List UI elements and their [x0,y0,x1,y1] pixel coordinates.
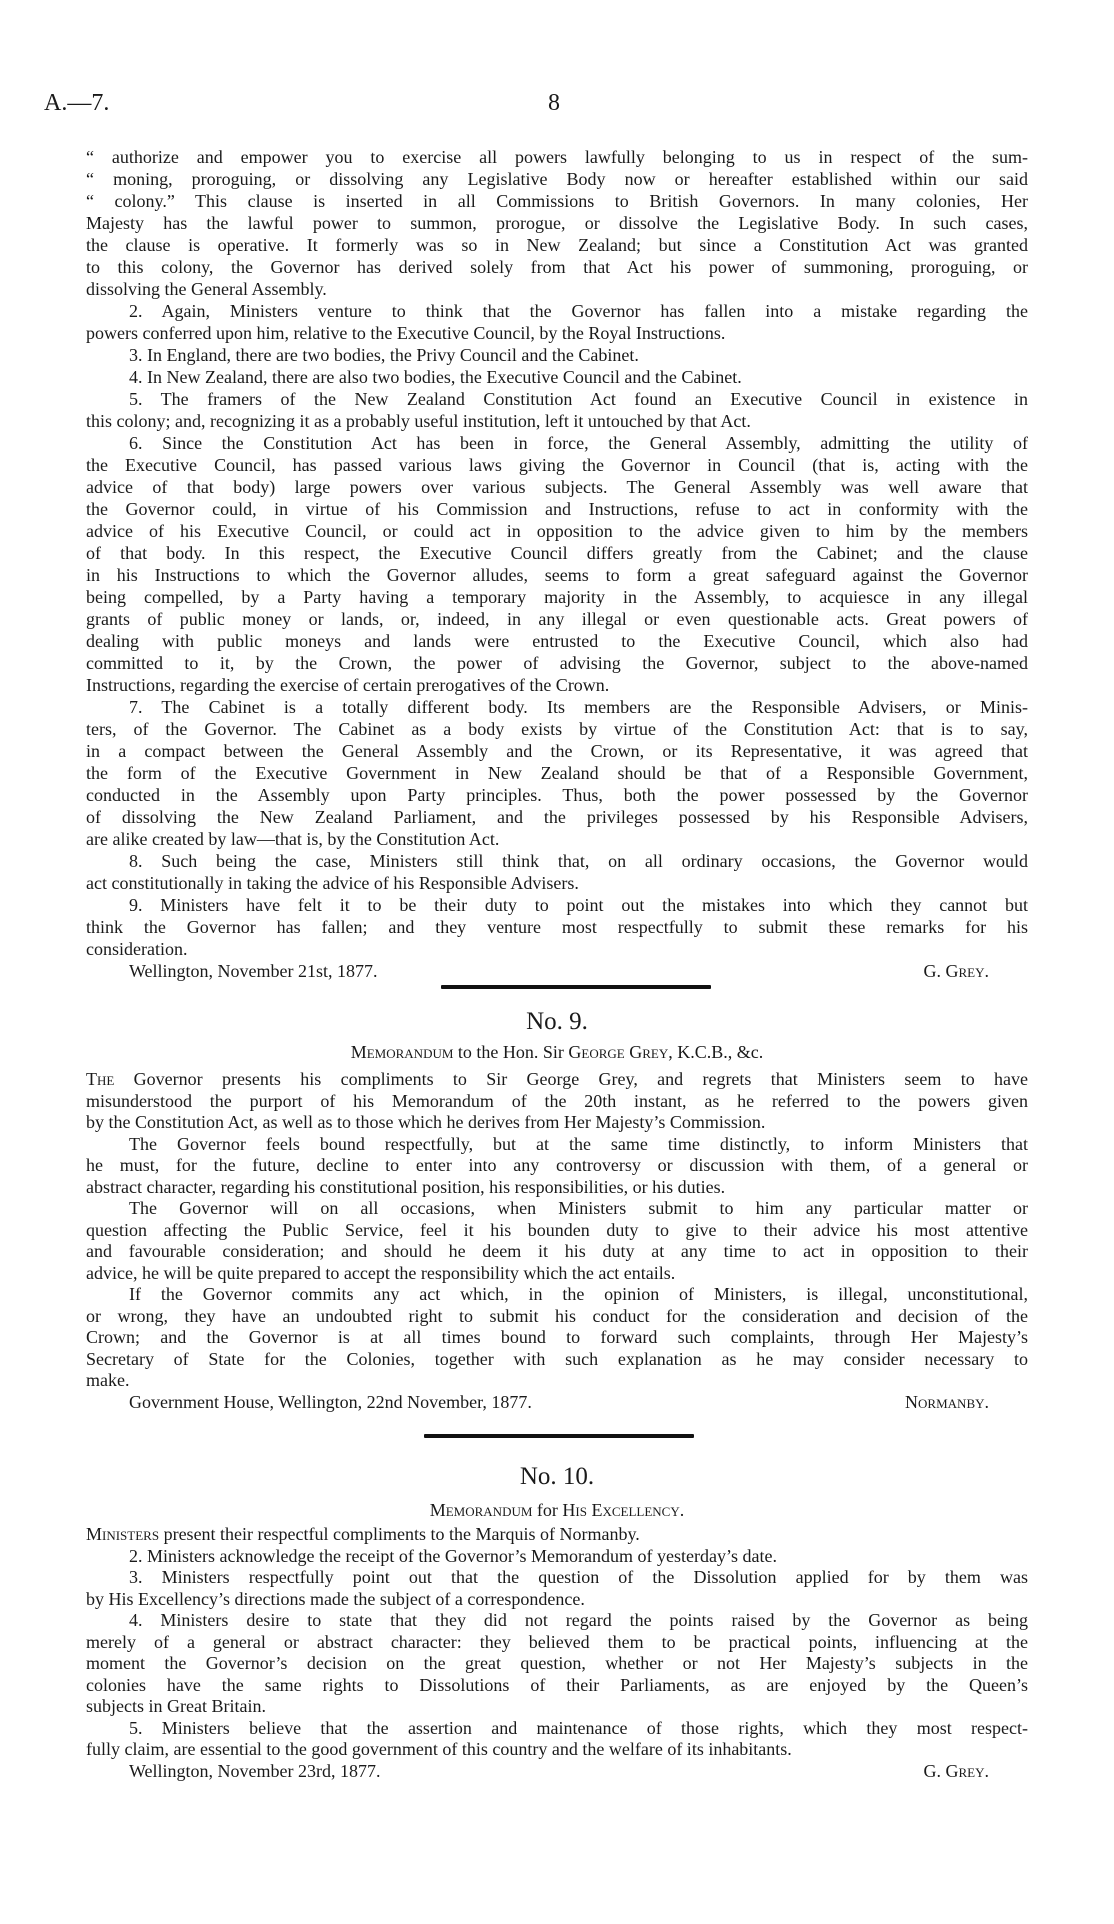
paragraph [86,366,1028,388]
heading-part: Memorandum [350,1042,454,1062]
memorandum-no-9 [86,1069,1028,1413]
section-divider [441,985,711,989]
text-line: 4. In New Zealand, there are also two bodies, the Executive Council and the Cabinet. [129,367,742,387]
memorandum-heading-9 [0,1041,1114,1063]
paragraph [86,1524,1028,1546]
paragraph [86,1069,1028,1134]
text-line: fully claim, are essential to the good government of this country and the welfare of its inhabitants. [86,1739,792,1759]
text-line: the Governor could, in virtue of his Commission and Instructions, refuse to act in conformity with the [86,499,1028,519]
text-line: misunderstood the purport of his Memorandum of the 20th instant, as he referred to the powers given [86,1090,1028,1111]
paragraph [86,1567,1028,1610]
text-line: 6. Since the Constitution Act has been in force, the General Assembly, admitting the utility of [129,433,1028,453]
place-and-date: Wellington, November 23rd, 1877. [129,1760,381,1781]
signatory: G. Grey. [923,961,989,981]
place-and-date: Wellington, November 21st, 1877. [129,961,378,981]
text-line: Secretary of State for the Colonies, together with such explanation as he may consider necessary to [86,1348,1028,1369]
text-line: advice of his Executive Council, or could act in opposition to the advice given to him by the members [86,521,1028,541]
paragraph [86,300,1028,344]
text-line: If the Governor commits any act which, in the opinion of Ministers, is illegal, unconstitutional, [129,1284,1028,1304]
text-line: think the Governor has fallen; and they venture most respectfully to submit these remarks for his [86,917,1028,937]
text-line: 7. The Cabinet is a totally different body. Its members are the Responsible Advisers, or Minis- [129,697,1028,717]
paragraph [86,696,1028,850]
text-line: to this colony, the Governor has derived solely from that Act his power of summoning, proroguing, or [86,257,1028,277]
text-line: make. [86,1370,130,1390]
signatory: Normanby. [905,1391,989,1412]
text-line: are alike created by law—that is, by the Constitution Act. [86,829,500,849]
text-line: 9. Ministers have felt it to be their duty to point out the mistakes into which they cannot but [129,895,1028,915]
heading-part: to the Hon. Sir [453,1042,569,1062]
section-divider [424,1434,694,1438]
text-line: The Governor feels bound respectfully, but at the same time distinctly, to inform Ministers that [129,1133,1028,1154]
paragraph [86,1718,1028,1761]
text-line: grants of public money or lands, or, indeed, in any illegal or even questionable acts. Great powers of [86,609,1028,629]
text-line: the form of the Executive Government in New Zealand should be that of a Responsible Government, [86,763,1028,783]
memorandum-no-10 [86,1524,1028,1782]
text-line: this colony; and, recognizing it as a probably useful institution, left it untouched by that Act. [86,411,751,431]
text-line: 4. Ministers desire to state that they did not regard the points raised by the Governor as being [129,1610,1028,1630]
text-line: dissolving the General Assembly. [86,279,327,299]
text-line: he must, for the future, decline to enter into any controversy or discussion with them, of a general or [86,1155,1028,1175]
text-line: of that body. In this respect, the Executive Council differs greatly from the Cabinet; and the clause [86,543,1028,563]
signatory: G. Grey. [923,1760,989,1781]
line-text: Governor presents his compliments to Sir George Grey, and regrets that Ministers seem to have [114,1069,1028,1089]
document-reference: A.—7. [44,90,110,116]
text-line: 3. Ministers respectfully point out that the question of the Dissolution applied for by them was [129,1567,1028,1587]
text-line: being compelled, by a Party having a temporary majority in the Assembly, to acquiesce in any illegal [86,587,1028,607]
paragraph [86,1134,1028,1199]
page-number: 8 [548,90,560,116]
document-number-9: No. 9. [526,1008,588,1035]
paragraph [86,1198,1028,1284]
paragraph [86,432,1028,696]
text-line: dealing with public moneys and lands were entrusted to the Executive Council, which also had [86,631,1028,651]
text-line: subjects in Great Britain. [86,1696,266,1716]
text-line: by the Constitution Act, as well as to those which he derives from Her Majesty’s Commission. [86,1112,766,1132]
signature-line [86,960,1028,982]
text-line: The Governor will on all occasions, when Ministers submit to him any particular matter or [129,1198,1028,1218]
text-line: merely of a general or abstract character: they believed them to be practical points, influencing at the [86,1631,1028,1652]
paragraph [86,850,1028,894]
text-line: consideration. [86,939,188,959]
heading-part: , K.C.B., &c. [668,1042,764,1062]
heading-part: for [532,1500,563,1520]
text-line: 2. Ministers acknowledge the receipt of the Governor’s Memorandum of yesterday’s date. [129,1545,777,1566]
text-line [86,1524,1028,1546]
text-line: by His Excellency’s directions made the subject of a correspondence. [86,1588,585,1609]
text-line: “ moning, proroguing, or dissolving any Legislative Body now or hereafter established within our said [86,169,1028,189]
text-line: powers conferred upon him, relative to the Executive Council, by the Royal Instructions. [86,323,726,343]
text-line: Majesty has the lawful power to summon, prorogue, or dissolve the Legislative Body. In such cases, [86,213,1028,233]
lead-word: Ministers [86,1524,160,1544]
text-line: Crown; and the Governor is at all times bound to forward such complaints, through Her Majesty’s [86,1327,1028,1347]
text-line: conducted in the Assembly upon Party principles. Thus, both the power possessed by the Governor [86,785,1028,805]
text-line: 3. In England, there are two bodies, the Privy Council and the Cabinet. [129,345,639,365]
text-line [86,1069,1028,1091]
memorandum-continuation [86,146,1028,982]
memorandum-heading-10 [0,1499,1114,1521]
line-text: present their respectful compliments to the Marquis of Normanby. [159,1524,640,1544]
text-line: moment the Governor’s decision on the great question, whether or not Her Majesty’s subjects in the [86,1653,1028,1673]
text-line: “ authorize and empower you to exercise all powers lawfully belonging to us in respect of the sum- [86,147,1028,167]
text-line: committed to it, by the Crown, the power of advising the Governor, subject to the above-named [86,653,1028,673]
text-line: 5. The framers of the New Zealand Constitution Act found an Executive Council in existence in [129,389,1028,409]
paragraph [86,146,1028,300]
text-line: colonies have the same rights to Dissolutions of their Parliaments, as are enjoyed by the Queen’s [86,1674,1028,1695]
text-line: ters, of the Governor. The Cabinet as a body exists by virtue of the Constitution Act: that is to say, [86,719,1028,739]
paragraph [86,388,1028,432]
heading-part: Memorandum [429,1500,533,1520]
lead-word: The [86,1069,115,1089]
text-line: Instructions, regarding the exercise of certain prerogatives of the Crown. [86,675,610,695]
text-line: 5. Ministers believe that the assertion and maintenance of those rights, which they most respect- [129,1717,1028,1738]
text-line: abstract character, regarding his constitutional position, his responsibilities, or his duties. [86,1176,726,1197]
text-line: advice of that body) large powers over various subjects. The General Assembly was well aware that [86,477,1028,497]
text-line: advice, he will be quite prepared to accept the responsibility which the act entails. [86,1262,676,1283]
text-line: the clause is operative. It formerly was so in New Zealand; but since a Constitution Act was granted [86,235,1028,255]
text-line: in his Instructions to which the Governor alludes, seems to form a great safeguard against the Governor [86,565,1028,585]
text-line: the Executive Council, has passed various laws giving the Governor in Council (that is, acting with the [86,455,1028,475]
paragraph [86,344,1028,366]
text-line: and favourable consideration; and should he deem it his duty at any time to act in opposition to their [86,1241,1028,1261]
signature-line [86,1392,1028,1414]
text-line: or wrong, they have an undoubted right to submit his conduct for the consideration and decision of the [86,1305,1028,1326]
paragraph [86,1284,1028,1392]
signature-line [86,1761,1028,1783]
text-line: of dissolving the New Zealand Parliament, and the privileges possessed by his Responsible Advisers, [86,807,1028,827]
paragraph [86,1546,1028,1568]
text-line: in a compact between the General Assembly and the Crown, or its Representative, it was agreed that [86,741,1028,761]
place-and-date: Government House, Wellington, 22nd November, 1877. [129,1391,532,1412]
text-line: 2. Again, Ministers venture to think that the Governor has fallen into a mistake regarding the [129,301,1028,321]
text-line: act constitutionally in taking the advice of his Responsible Advisers. [86,873,579,893]
paragraph [86,1610,1028,1718]
text-line: question affecting the Public Service, feel it his bounden duty to give to their advice his most attentive [86,1219,1028,1240]
paragraph [86,894,1028,960]
heading-part: His Excellency. [562,1500,685,1520]
document-number-10: No. 10. [519,1463,595,1490]
heading-part: George Grey [568,1042,669,1062]
text-line: 8. Such being the case, Ministers still think that, on all ordinary occasions, the Governor would [129,851,1028,871]
text-line: “ colony.” This clause is inserted in all Commissions to British Governors. In many colonies, Her [86,191,1028,211]
